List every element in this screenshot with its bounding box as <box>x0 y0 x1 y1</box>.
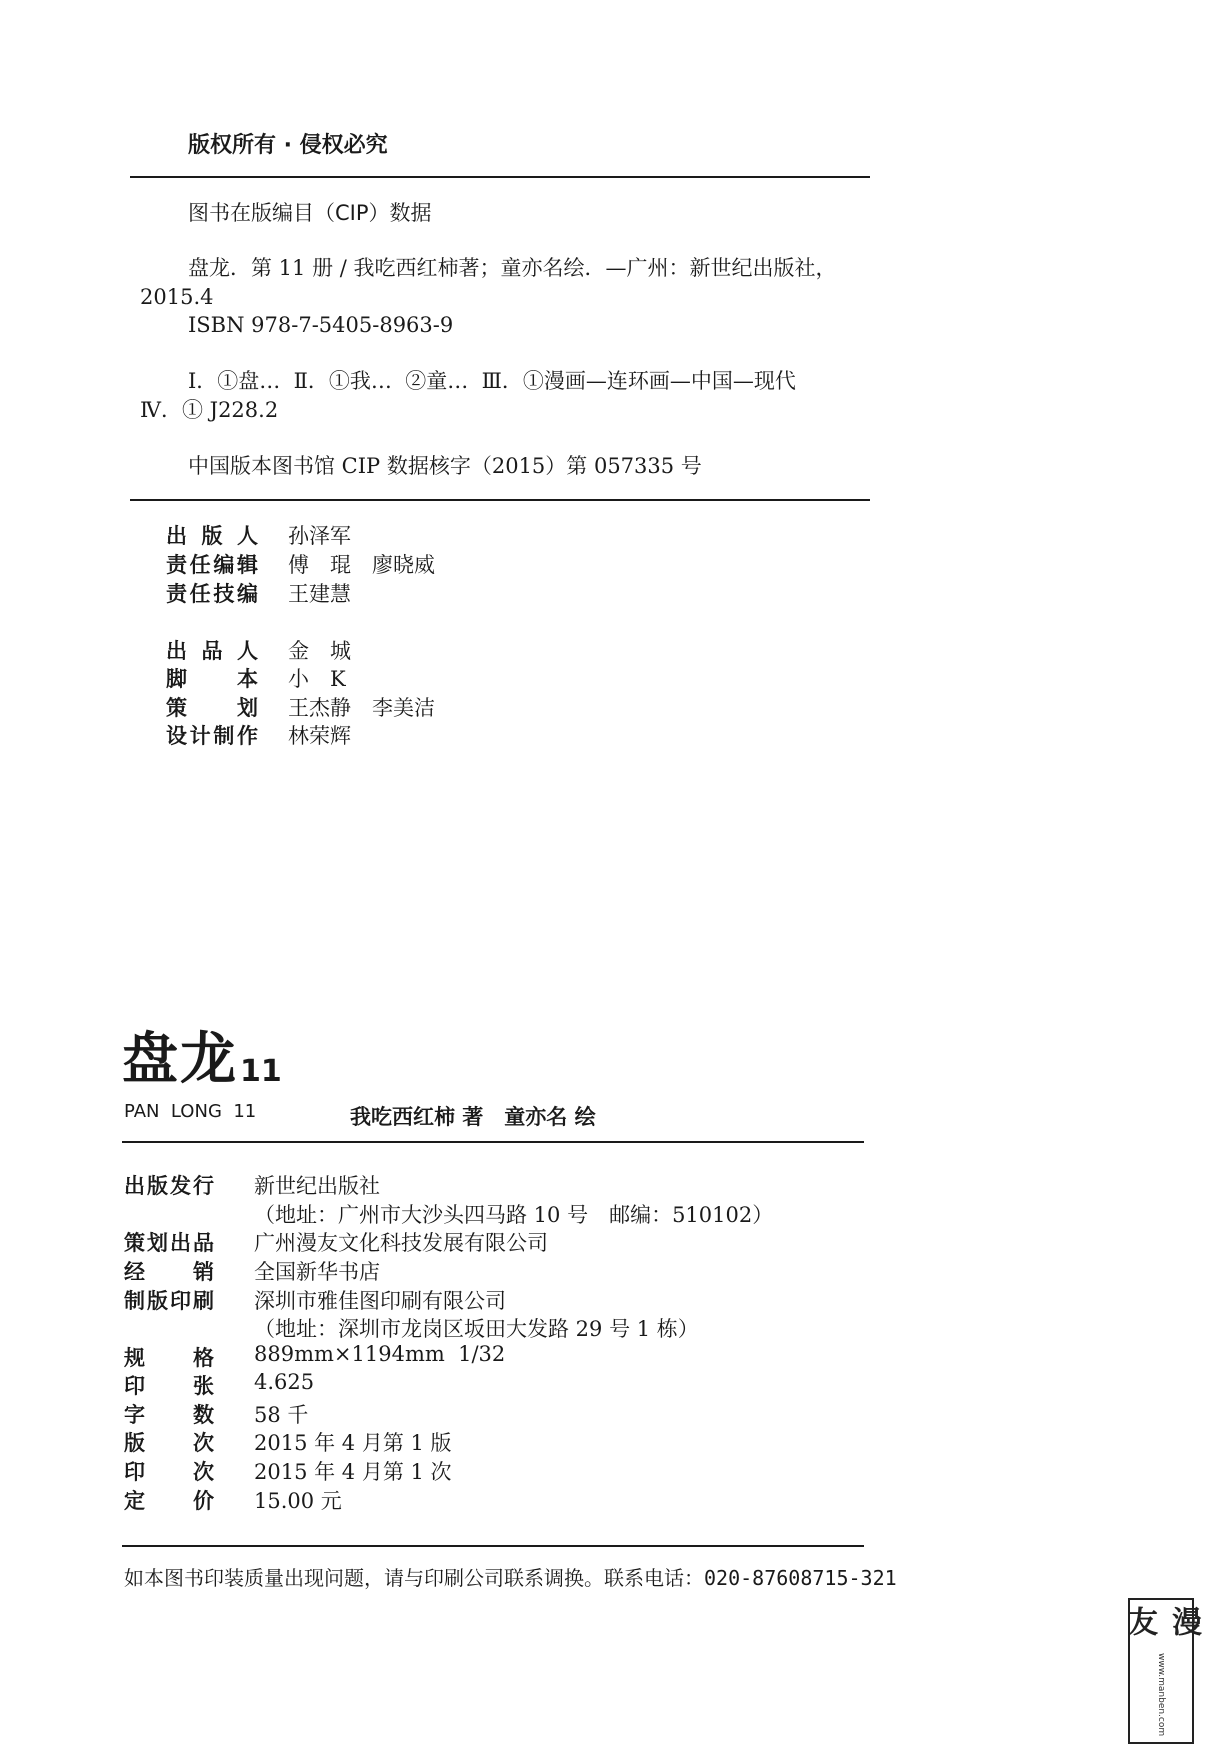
spec-value: （地址：广州市大沙头四马路 10 号 邮编：510102） <box>254 1203 774 1227</box>
divider <box>130 176 870 178</box>
spec-value: 2015 年 4 月第 1 次 <box>254 1460 452 1484</box>
cip-heading: 图书在版编目（CIP）数据 <box>188 201 432 225</box>
credit-label: 设计制作 <box>166 724 258 748</box>
spec-value: 深圳市雅佳图印刷有限公司 <box>254 1289 506 1313</box>
spec-label: 制版印刷 <box>124 1289 214 1313</box>
watermark-url: www.manben.com <box>1156 1652 1166 1736</box>
credit-label: 责任编辑 <box>166 553 258 577</box>
spec-value: 4.625 <box>254 1370 315 1394</box>
spec-label: 版次 <box>124 1431 214 1455</box>
spec-label: 印次 <box>124 1460 214 1484</box>
spec-label: 策划出品 <box>124 1231 214 1255</box>
credit-value: 小 K <box>288 667 346 691</box>
watermark-logo-text: 漫友 <box>1122 1606 1201 1638</box>
watermark-logo <box>1122 1598 1201 1744</box>
divider <box>130 499 870 501</box>
spec-value: 全国新华书店 <box>254 1260 380 1284</box>
divider <box>122 1545 864 1547</box>
credit-value: 孙泽军 <box>288 524 351 548</box>
book-authors: 我吃西红柿 著 童亦名 绘 <box>350 1105 596 1129</box>
credit-label: 责任技编 <box>166 582 258 606</box>
divider <box>122 1141 864 1143</box>
spec-value: 2015 年 4 月第 1 版 <box>254 1431 452 1455</box>
cip-record-number: 中国版本图书馆 CIP 数据核字（2015）第 057335 号 <box>188 454 702 478</box>
spec-label: 印张 <box>124 1374 214 1398</box>
spec-label: 出版发行 <box>124 1174 214 1198</box>
credit-value: 林荣辉 <box>288 724 351 748</box>
credit-value: 王杰静 李美洁 <box>288 696 435 720</box>
credit-value: 傅 琨 廖晓威 <box>288 553 435 577</box>
spec-label: 规格 <box>124 1346 214 1370</box>
spec-label: 字数 <box>124 1403 214 1427</box>
credit-label: 策划 <box>166 696 258 720</box>
cip-classification-2: Ⅳ．① J228.2 <box>140 398 279 422</box>
book-pinyin-title: PAN LONG 11 <box>124 1101 257 1122</box>
spec-label: 经销 <box>124 1260 214 1284</box>
cip-line-2: 2015.4 <box>140 285 214 309</box>
cip-classification-1: Ⅰ．①盘… Ⅱ．①我… ②童… Ⅲ．①漫画—连环画—中国—现代 <box>188 369 796 393</box>
spec-value: （地址：深圳市龙岗区坂田大发路 29 号 1 栋） <box>254 1317 699 1341</box>
quality-notice: 如本图书印装质量出现问题，请与印刷公司联系调换。联系电话：020-87608715-321 <box>124 1566 897 1590</box>
spec-value: 889mm×1194mm 1/32 <box>254 1342 506 1366</box>
spec-label: 定价 <box>124 1489 214 1513</box>
spec-value: 广州漫友文化科技发展有限公司 <box>254 1231 548 1255</box>
book-volume: 11 <box>240 1054 282 1089</box>
copyright-notice: 版权所有 · 侵权必究 <box>188 133 388 158</box>
credit-value: 王建慧 <box>288 582 351 606</box>
cip-isbn: ISBN 978-7-5405-8963-9 <box>188 313 454 337</box>
cip-line-1: 盘龙．第 11 册 / 我吃西红柿著；童亦名绘．—广州：新世纪出版社， <box>188 256 837 280</box>
book-title: 盘龙 <box>122 1027 238 1092</box>
credit-label: 出版人 <box>166 524 258 548</box>
credit-value: 金 城 <box>288 639 351 663</box>
spec-value: 新世纪出版社 <box>254 1174 380 1198</box>
credit-label: 脚本 <box>166 667 258 691</box>
credit-label: 出品人 <box>166 639 258 663</box>
spec-value: 58 千 <box>254 1403 309 1427</box>
spec-value: 15.00 元 <box>254 1489 342 1513</box>
